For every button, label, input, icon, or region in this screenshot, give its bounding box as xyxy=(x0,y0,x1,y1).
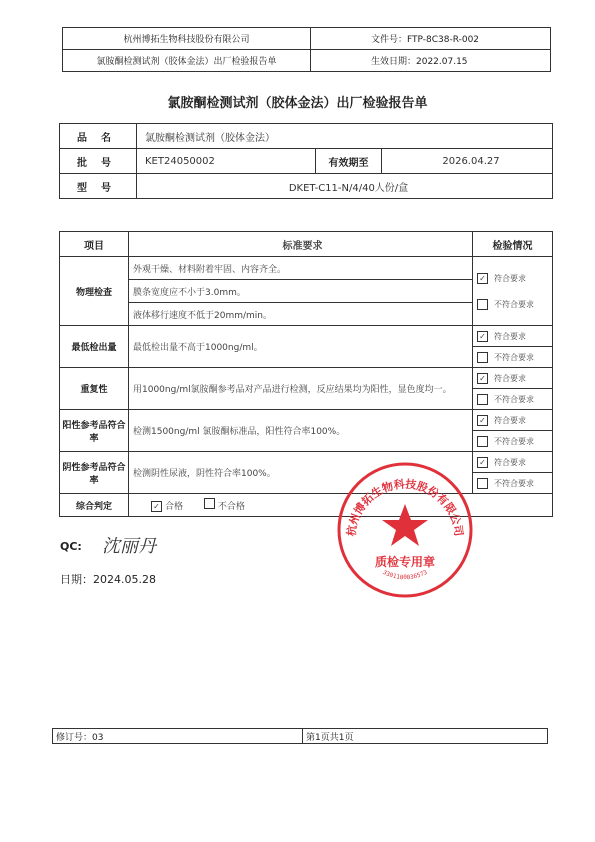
repeat-ok-option: ✓ 符合要求 xyxy=(473,368,552,388)
pos-ref-item: 阳性参考品符合率 xyxy=(60,410,129,452)
report-date: 日期：2024.05.28 xyxy=(60,573,156,586)
checkbox-checked-icon: ✓ xyxy=(477,331,488,342)
repeat-req: 用1000ng/ml氯胺酮参考品对产品进行检测，反应结果均为阳性，显色度均一。 xyxy=(129,368,473,410)
checkbox-checked-icon: ✓ xyxy=(477,415,488,426)
neg-ref-item: 阴性参考品符合率 xyxy=(60,452,129,494)
document-header xyxy=(62,27,551,72)
company-name: 杭州博拓生物科技股份有限公司 xyxy=(63,28,311,50)
repeat-item: 重复性 xyxy=(60,368,129,410)
expiry-value: 2026.04.27 xyxy=(382,149,553,174)
checkbox-checked-icon: ✓ xyxy=(477,373,488,384)
physical-ok-option: ✓ 符合要求 xyxy=(477,268,552,288)
col-standard-header: 标准要求 xyxy=(129,232,473,257)
model-value: DKET-C11-N/4/40人份/盒 xyxy=(137,174,553,199)
checkbox-empty-icon xyxy=(477,478,488,489)
file-number: 文件号：FTP-8C38-R-002 xyxy=(311,28,551,50)
overall-pass-label: 合格 xyxy=(165,502,184,512)
neg-ref-req: 检测阴性尿液，阴性符合率100%。 xyxy=(129,452,473,494)
product-info-table xyxy=(59,123,553,199)
neg-ref-ok-option: ✓ 符合要求 xyxy=(473,452,552,472)
repeat-result xyxy=(473,368,553,410)
pos-ref-ng-option: 不符合要求 xyxy=(473,430,552,451)
physical-item: 物理检查 xyxy=(60,257,129,326)
document-footer xyxy=(52,728,548,744)
quality-inspection-stamp xyxy=(335,460,475,600)
stamp-code-text: 3301100036573 xyxy=(381,568,429,582)
page-number: 第1页共1页 xyxy=(303,729,548,744)
stamp-purpose-text: 质检专用章 xyxy=(374,555,436,569)
neg-ref-ng-option: 不符合要求 xyxy=(473,472,552,493)
model-label: 型号 xyxy=(60,174,137,199)
lod-req: 最低检出量不高于1000ng/ml。 xyxy=(129,326,473,368)
stamp-company-text: 杭州博拓生物科技股份有限公司 xyxy=(344,477,466,537)
physical-req-1: 外观干燥、材料附着牢固、内容齐全。 xyxy=(129,257,473,280)
checkbox-checked-icon: ✓ xyxy=(477,457,488,468)
checkbox-checked-icon: ✓ xyxy=(477,273,488,284)
col-item-header: 项目 xyxy=(60,232,129,257)
pos-ref-req: 检测1500ng/ml 氯胺酮标准品，阳性符合率100%。 xyxy=(129,410,473,452)
physical-req-3: 液体移行速度不低于20mm/min。 xyxy=(129,303,473,326)
inspection-table xyxy=(59,231,553,517)
lod-ng-option: 不符合要求 xyxy=(473,346,552,367)
lod-result xyxy=(473,326,553,368)
qc-label: QC: xyxy=(60,540,82,553)
pos-ref-result xyxy=(473,410,553,452)
star-icon xyxy=(382,504,428,546)
checkbox-empty-icon xyxy=(477,436,488,447)
checkbox-empty-icon xyxy=(477,299,488,310)
col-result-header: 检验情况 xyxy=(473,232,553,257)
repeat-ng-option: 不符合要求 xyxy=(473,388,552,409)
form-name: 氯胺酮检测试剂（胶体金法）出厂检验报告单 xyxy=(63,50,311,72)
product-value: 氯胺酮检测试剂（胶体金法） xyxy=(137,124,553,149)
overall-fail-label: 不合格 xyxy=(217,502,245,512)
overall-item: 综合判定 xyxy=(60,494,129,517)
expiry-label: 有效期至 xyxy=(316,149,382,174)
qc-signature: 沈丽丹 xyxy=(102,536,156,557)
checkbox-checked-icon: ✓ xyxy=(151,501,162,512)
checkbox-empty-icon xyxy=(204,498,215,509)
physical-result xyxy=(473,257,553,326)
product-label: 品名 xyxy=(60,124,137,149)
neg-ref-result xyxy=(473,452,553,494)
checkbox-empty-icon xyxy=(477,394,488,405)
pos-ref-ok-option: ✓ 符合要求 xyxy=(473,410,552,430)
physical-ng-option: 不符合要求 xyxy=(477,294,552,314)
checkbox-empty-icon xyxy=(477,352,488,363)
batch-value: KET24050002 xyxy=(137,149,316,174)
effective-date: 生效日期：2022.07.15 xyxy=(311,50,551,72)
physical-req-2: 膜条宽度应不小于3.0mm。 xyxy=(129,280,473,303)
lod-item: 最低检出量 xyxy=(60,326,129,368)
lod-ok-option: ✓ 符合要求 xyxy=(473,326,552,346)
batch-label: 批号 xyxy=(60,149,137,174)
revision-number: 修订号：03 xyxy=(53,729,303,744)
page-title: 氯胺酮检测试剂（胶体金法）出厂检验报告单 xyxy=(167,96,428,111)
